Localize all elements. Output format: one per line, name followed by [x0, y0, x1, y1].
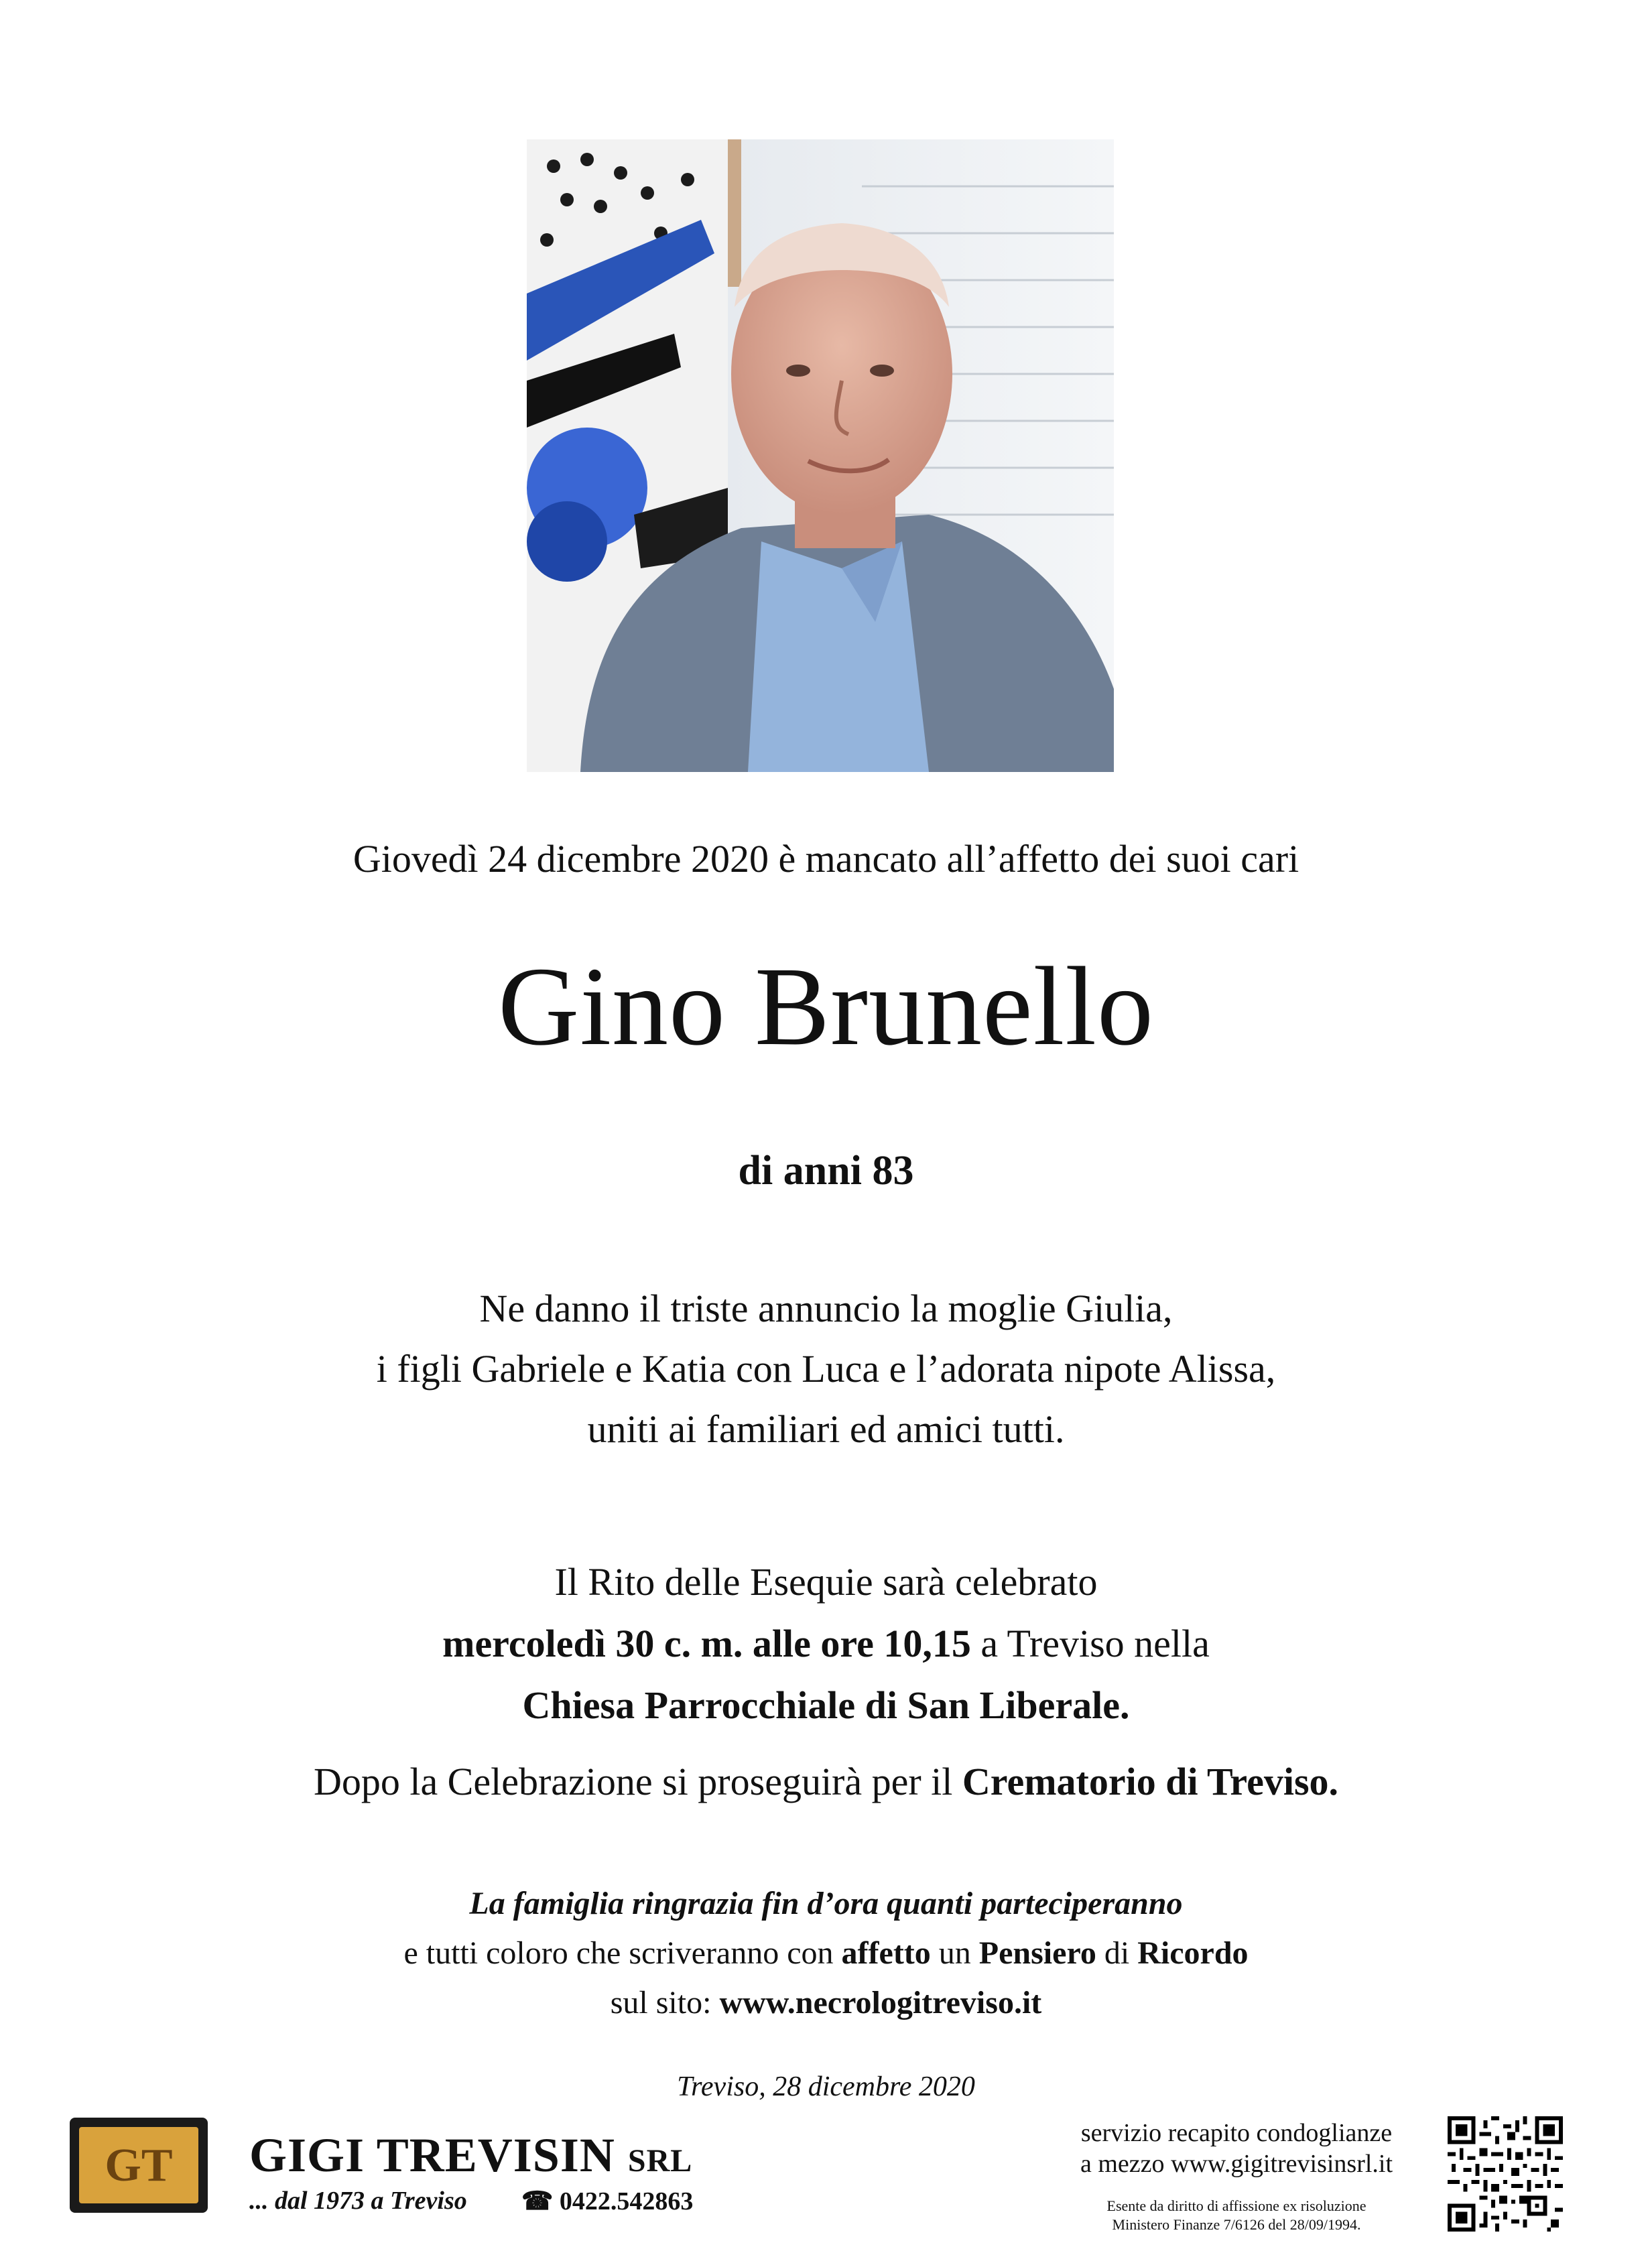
company-suffix: SRL — [627, 2143, 693, 2179]
thanks-bold: Ricordo — [1137, 1935, 1249, 1971]
company-logo — [70, 2118, 208, 2213]
family-line: i figli Gabriele e Katia con Luca e l’adorata nipote Alissa, — [376, 1347, 1276, 1391]
family-line: uniti ai familiari ed amici tutti. — [587, 1407, 1065, 1451]
company-name — [249, 2128, 692, 2183]
thanks-line-2 — [0, 1929, 1652, 1978]
funeral-line: Il Rito delle Esequie sarà celebrato — [554, 1560, 1098, 1604]
funeral-datetime: mercoledì 30 c. m. alle ore 10,15 — [442, 1622, 971, 1665]
phone-number: 0422.542863 — [559, 2187, 694, 2215]
company-phone — [521, 2186, 693, 2216]
thanks-text: di — [1096, 1935, 1138, 1971]
website-link[interactable]: www.necrologitreviso.it — [719, 1985, 1042, 2020]
service-line: a mezzo www.gigitrevisinsrl.it — [1080, 2150, 1393, 2178]
date-place: Treviso, 28 dicembre 2020 — [677, 2071, 975, 2102]
exempt-line: Esente da diritto di affissione ex risoluzione — [1106, 2197, 1367, 2214]
funeral-details — [0, 1551, 1652, 1736]
thanks-text: un — [930, 1935, 979, 1971]
thanks-line: La famiglia ringrazia fin d’ora quanti parteciperanno — [469, 1886, 1183, 1921]
family-line: Ne danno il triste annuncio la moglie Giulia, — [479, 1287, 1173, 1330]
deceased-name: Gino Brunello — [498, 944, 1154, 1069]
funeral-datetime-line — [0, 1613, 1652, 1675]
thanks-line-3 — [0, 1978, 1652, 2028]
telephone-icon: ☎ — [521, 2187, 554, 2215]
logo-monogram: GT — [105, 2140, 173, 2191]
thanks-text: e tutti coloro che scriveranno con — [403, 1935, 842, 1971]
church-name: Chiesa Parrocchiale di San Liberale. — [522, 1683, 1130, 1727]
funeral-location-prefix: a Treviso nella — [970, 1622, 1210, 1665]
service-line: servizio recapito condoglianze — [1080, 2119, 1393, 2147]
after-ceremony — [0, 1759, 1652, 1804]
company-since: ... dal 1973 a Treviso — [249, 2187, 467, 2215]
after-prefix: Dopo la Celebrazione si proseguirà per il — [313, 1760, 962, 1803]
condolence-service — [1032, 2118, 1441, 2179]
funeral-church — [0, 1675, 1652, 1736]
portrait-photo — [527, 139, 1114, 772]
company-title: GIGI TREVISIN — [249, 2128, 615, 2182]
family-announcement — [0, 1279, 1652, 1460]
thanks-bold: Pensiero — [978, 1935, 1096, 1971]
exempt-line: Ministero Finanze 7/6126 del 28/09/1994. — [1112, 2216, 1361, 2233]
age-text: di anni 83 — [738, 1148, 914, 1194]
intro-text: Giovedì 24 dicembre 2020 è mancato all’affetto dei suoi cari — [353, 837, 1299, 881]
crematorium-name: Crematorio di Treviso. — [962, 1760, 1339, 1803]
qr-code-icon[interactable] — [1448, 2116, 1563, 2232]
thanks-section — [0, 1879, 1652, 2028]
portrait-illustration — [527, 139, 1114, 772]
thanks-bold: affetto — [841, 1935, 931, 1971]
tax-exemption-note — [1032, 2197, 1441, 2234]
thanks-text: sul sito: — [610, 1985, 720, 2020]
